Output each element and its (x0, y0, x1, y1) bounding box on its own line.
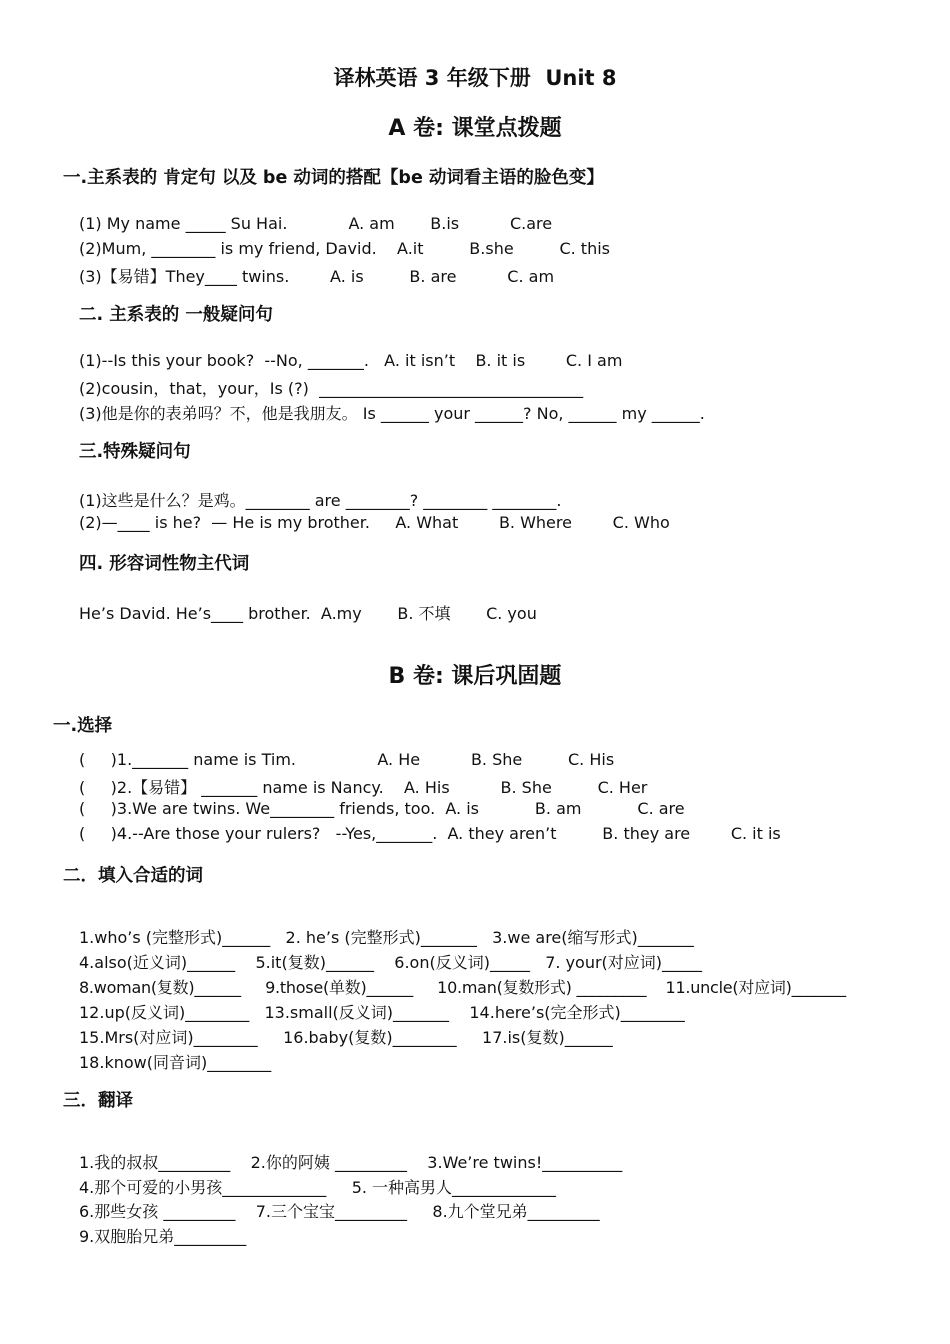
part-a-section-1-heading: 一.主系表的 肯定句 以及 be 动词的搭配【be 动词看主语的脸色变】 (63, 168, 604, 188)
document-title: 译林英语 3 年级下册 Unit 8 (333, 66, 617, 90)
part-a-title: A 卷: 课堂点拨题 (388, 116, 562, 141)
part-b-section-1-heading: 一.选择 (53, 716, 113, 736)
part-a-section-4-heading: 四. 形容词性物主代词 (79, 554, 250, 574)
part-b-section-2-heading: 二．填入合适的词 (63, 866, 203, 886)
question-line: 6.那些女孩 _________ 7.三个宝宝_________ 8.九个堂兄弟_________ (79, 1202, 600, 1221)
question-line: 9.双胞胎兄弟_________ (79, 1227, 247, 1246)
question-line: ( )3.We are twins. We________ friends, too. A. is B. am C. are (79, 799, 685, 818)
question-line: ( )4.--Are those your rulers? --Yes,_______. A. they aren’t B. they are C. it is (79, 824, 781, 843)
part-a-section-3-heading: 三.特殊疑问句 (79, 442, 191, 462)
question-line: 18.know(同音词)________ (79, 1053, 272, 1072)
part-b-section-3-heading: 三．翻译 (63, 1091, 133, 1111)
question-line: ( )1._______ name is Tim. A. He B. She C. His (79, 750, 615, 769)
question-line: ( )2.【易错】 _______ name is Nancy. A. His B. She C. Her (79, 778, 648, 797)
question-line: 4.那个可爱的小男孩_____________ 5. 一种高男人_____________ (79, 1178, 557, 1197)
question-line: (3)【易错】They____ twins. A. is B. are C. am (79, 267, 555, 286)
question-line: 8.woman(复数)______ 9.those(单数)______ 10.man(复数形式) _________ 11.uncle(对应词)_______ (79, 978, 846, 997)
question-line: (1) My name _____ Su Hai. A. am B.is C.are (79, 214, 553, 233)
question-line: 12.up(反义词)________ 13.small(反义词)_______ 14.here’s(完全形式)________ (79, 1003, 685, 1022)
question-line: (1)这些是什么？是鸡。________ are ________? ________ ________. (79, 491, 562, 510)
part-b-title: B 卷: 课后巩固题 (388, 664, 562, 689)
question-line: 15.Mrs(对应词)________ 16.baby(复数)________ 17.is(复数)______ (79, 1028, 613, 1047)
part-a-section-2-heading: 二. 主系表的 一般疑问句 (79, 305, 273, 325)
question-line: (2)cousin，that，your，Is (?) _________________________________ (79, 379, 584, 398)
question-line: (1)--Is this your book? --No, _______. A. it isn’t B. it is C. I am (79, 351, 623, 370)
question-line: 4.also(近义词)______ 5.it(复数)______ 6.on(反义词)_____ 7. your(对应词)_____ (79, 953, 703, 972)
question-line: (3)他是你的表弟吗？不，他是我朋友。 Is ______ your ______? No, ______ my ______. (79, 404, 705, 423)
question-line: He’s David. He’s____ brother. A.my B. 不填 C. you (79, 604, 537, 623)
question-line: (2)—____ is he? — He is my brother. A. What B. Where C. Who (79, 513, 670, 532)
question-line: (2)Mum, ________ is my friend, David. A.it B.she C. this (79, 239, 610, 258)
question-line: 1.我的叔叔_________ 2.你的阿姨 _________ 3.We’re twins!__________ (79, 1153, 623, 1172)
question-line: 1.who’s (完整形式)______ 2. he’s (完整形式)_______ 3.we are(缩写形式)_______ (79, 928, 694, 947)
